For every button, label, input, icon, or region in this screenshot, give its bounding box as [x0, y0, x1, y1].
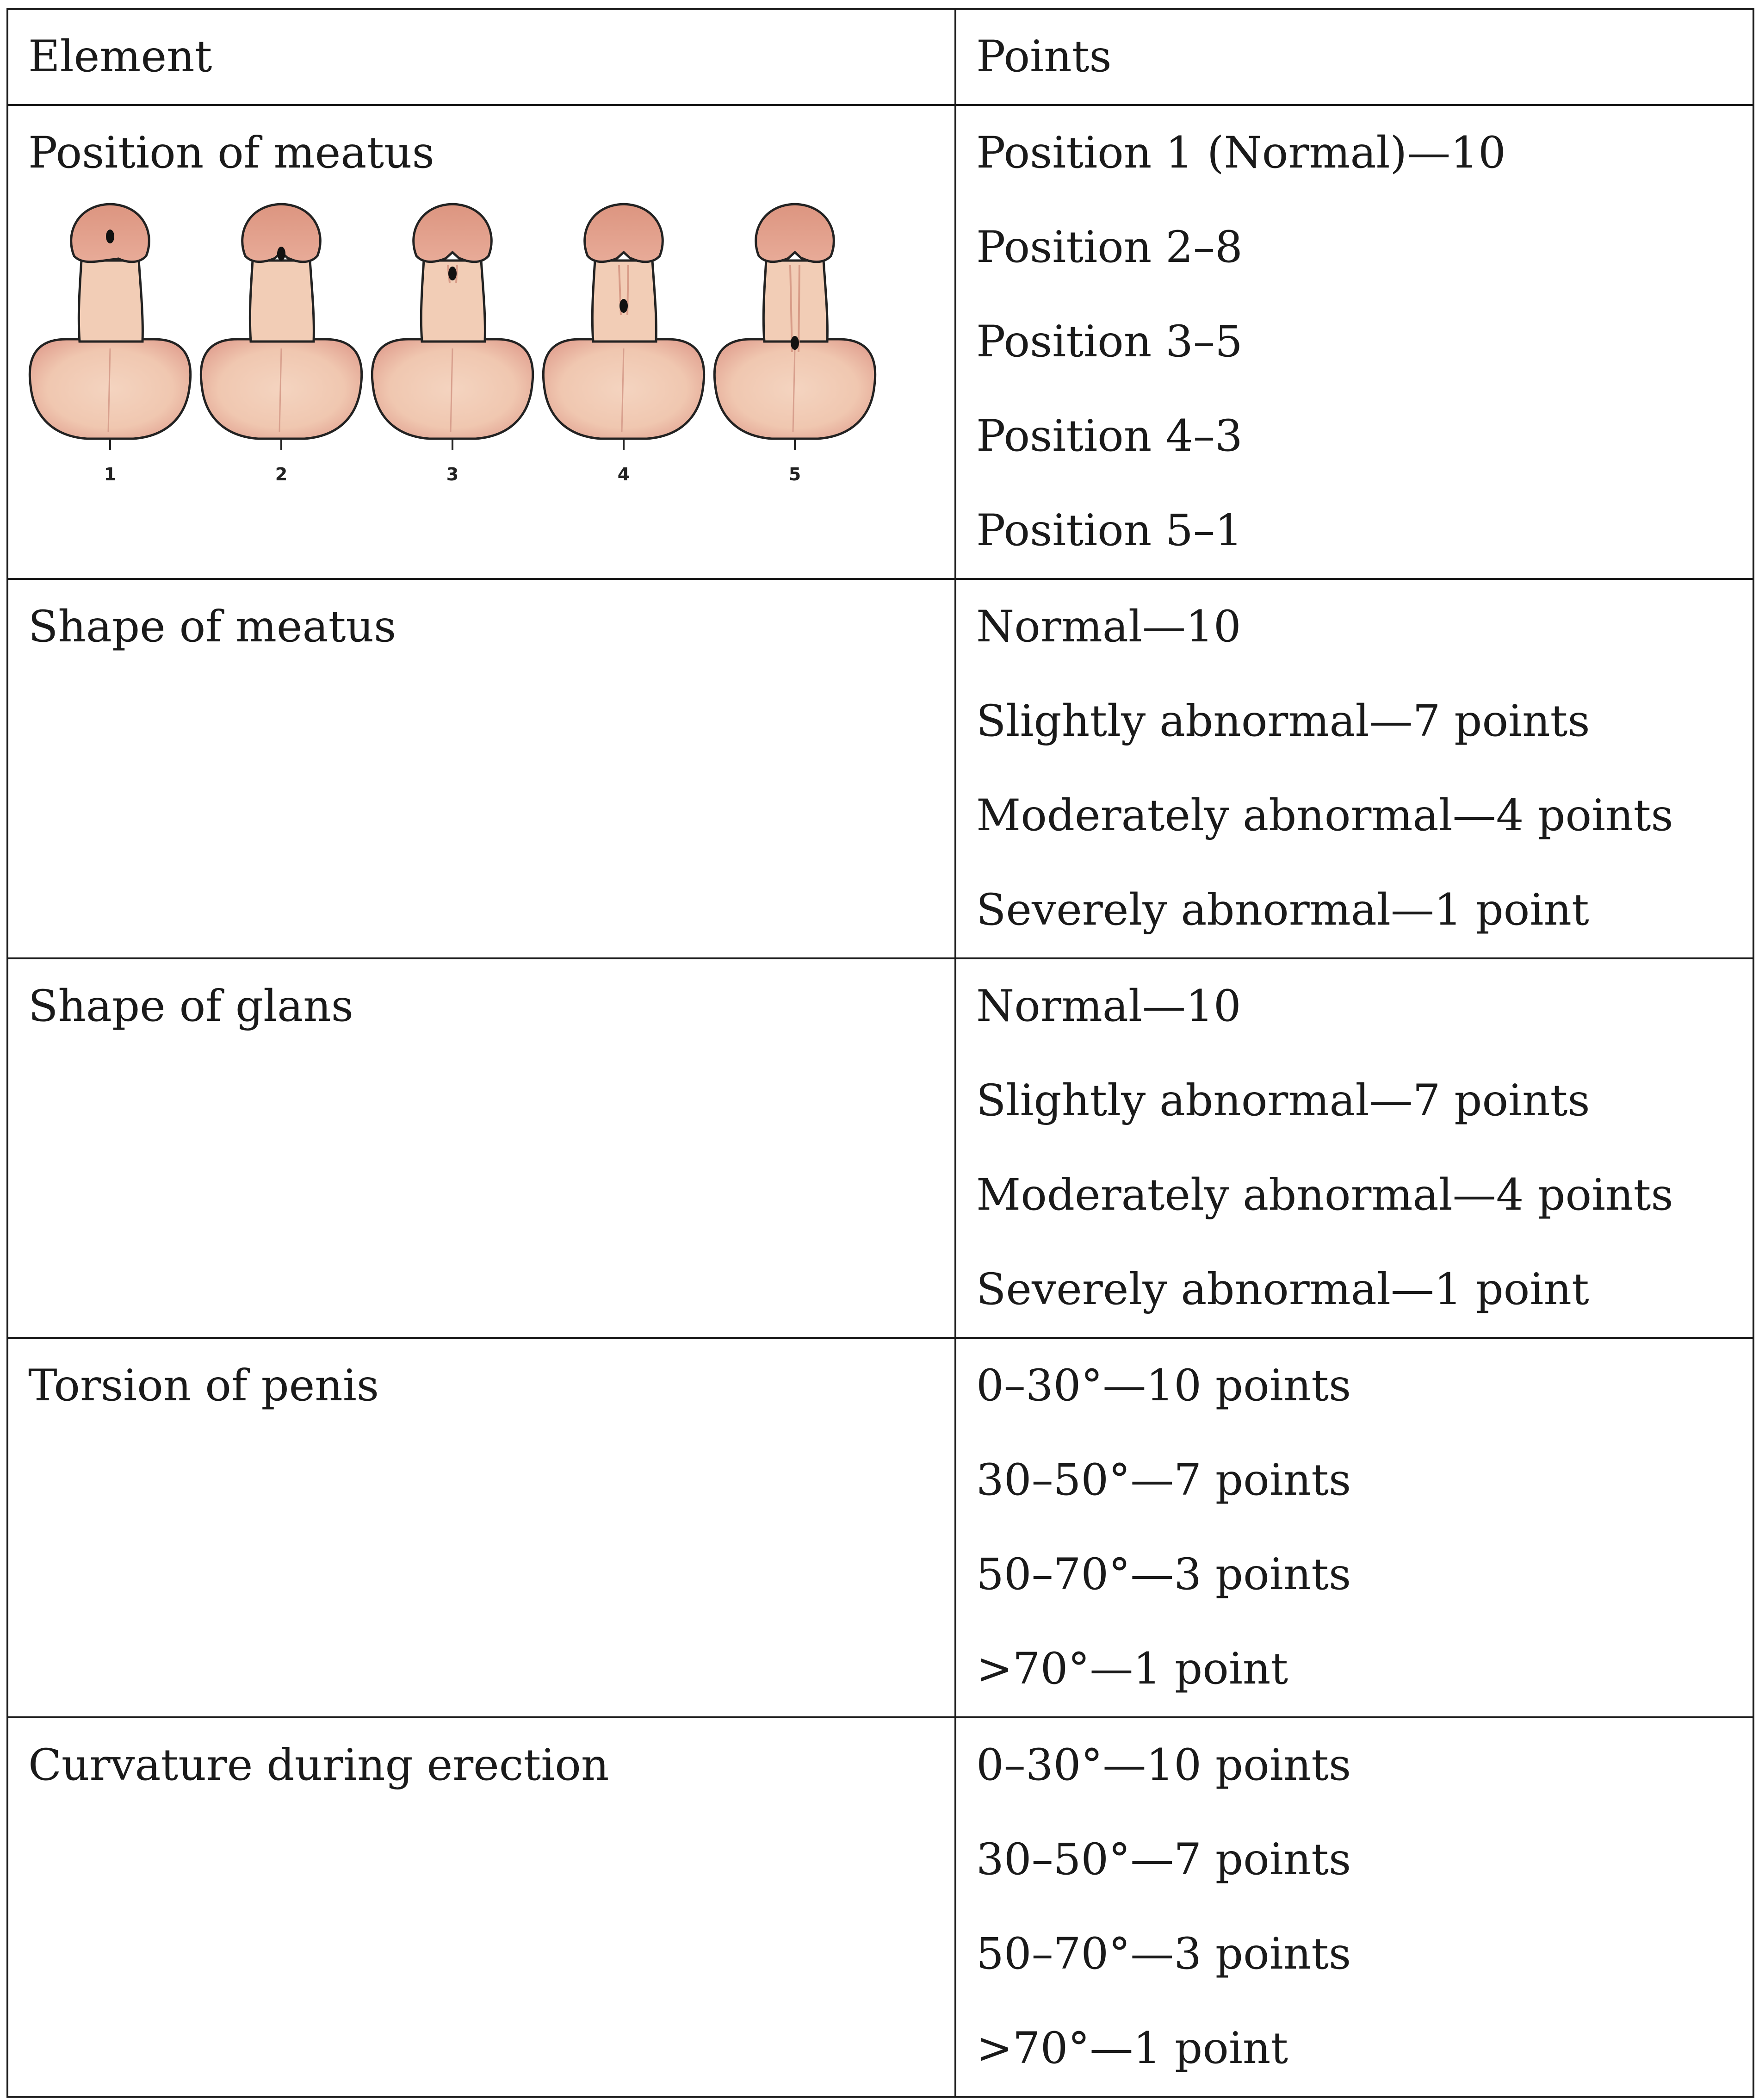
element-cell [7, 958, 955, 1338]
points-line: 0–30°—10 points [976, 1740, 1351, 1790]
header-cell-points [955, 9, 1753, 105]
points-line: Slightly abnormal—7 points [976, 696, 1590, 746]
figure-number-label: 3 [446, 464, 459, 485]
element-cell [7, 105, 955, 579]
points-line: Severely abnormal—1 point [976, 1264, 1589, 1315]
points-line: Severely abnormal—1 point [976, 885, 1589, 935]
meatus-figure-1 [30, 204, 190, 485]
figure-number-label: 2 [275, 464, 288, 485]
meatus-figure-5 [714, 204, 875, 485]
meatus-figure-3 [372, 204, 533, 485]
table-row [7, 1338, 1753, 1717]
element-label: Shape of glans [28, 981, 353, 1031]
header-element: Element [28, 31, 212, 82]
meatus-position-figure [25, 200, 890, 506]
meatus-dot [106, 230, 114, 243]
points-list [956, 106, 1753, 578]
element-label: Position of meatus [28, 128, 434, 178]
meatus-figure-2 [201, 204, 361, 485]
points-line: >70°—1 point [976, 1644, 1288, 1694]
points-cell [955, 105, 1753, 579]
points-cell [955, 1338, 1753, 1717]
points-line: Position 3–5 [976, 317, 1243, 367]
element-cell [7, 1717, 955, 2097]
element-cell [7, 579, 955, 958]
table-row [7, 1717, 1753, 2097]
header-points: Points [976, 31, 1112, 82]
meatus-dot [791, 336, 799, 350]
shaft-shape [250, 261, 314, 342]
points-line: Position 5–1 [976, 505, 1243, 556]
figure-number-label: 1 [104, 464, 117, 485]
glans-shape [756, 204, 834, 262]
element-label: Curvature during erection [28, 1740, 609, 1790]
meatus-dot [619, 299, 628, 313]
points-line: Moderately abnormal—4 points [976, 1170, 1673, 1220]
table-row [7, 958, 1753, 1338]
meatus-dot [448, 267, 457, 280]
scoring-table [6, 8, 1754, 2098]
points-list [956, 580, 1753, 957]
points-line: 30–50°—7 points [976, 1455, 1351, 1505]
points-list [956, 1339, 1753, 1716]
points-cell [955, 579, 1753, 958]
points-line: 50–70°—3 points [976, 1929, 1351, 1979]
points-line: Moderately abnormal—4 points [976, 790, 1673, 841]
points-cell [955, 958, 1753, 1338]
points-list [956, 959, 1753, 1337]
element-label: Shape of meatus [28, 602, 396, 652]
header-cell-element [7, 9, 955, 105]
figure-number-label: 4 [617, 464, 630, 485]
meatus-dot [277, 247, 285, 261]
points-cell [955, 1717, 1753, 2097]
table-row [7, 579, 1753, 958]
figure-number-label: 5 [788, 464, 801, 485]
points-line: >70°—1 point [976, 2023, 1288, 2074]
meatus-figure-4 [543, 204, 704, 485]
points-line: Normal—10 [976, 981, 1241, 1031]
points-line: 50–70°—3 points [976, 1549, 1351, 1600]
points-line: 0–30°—10 points [976, 1361, 1351, 1411]
glans-shape [414, 204, 492, 262]
points-list [956, 1718, 1753, 2096]
glans-shape [585, 204, 663, 262]
points-line: Position 2–8 [976, 222, 1243, 273]
points-line: Normal—10 [976, 602, 1241, 652]
shaft-shape [79, 261, 142, 342]
points-line: 30–50°—7 points [976, 1834, 1351, 1885]
element-cell [7, 1338, 955, 1717]
element-label: Torsion of penis [28, 1361, 379, 1411]
points-line: Position 4–3 [976, 411, 1243, 461]
points-line: Position 1 (Normal)—10 [976, 128, 1506, 178]
header-row [7, 9, 1753, 105]
points-line: Slightly abnormal—7 points [976, 1075, 1590, 1126]
table-row [7, 105, 1753, 579]
shaft-shape [763, 261, 827, 342]
